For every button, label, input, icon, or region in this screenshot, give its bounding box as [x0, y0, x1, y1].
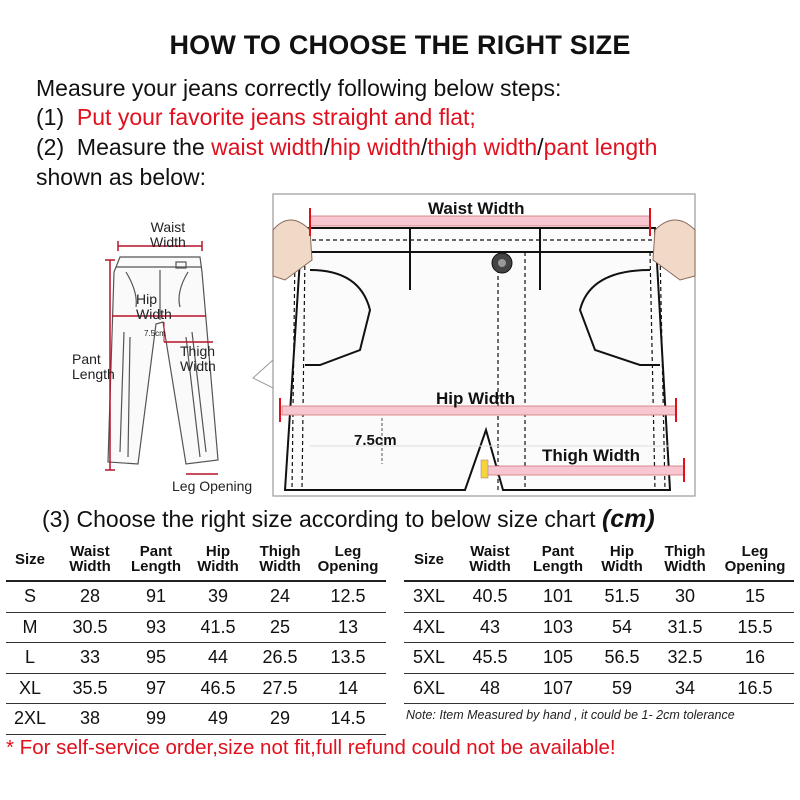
separator: / — [323, 134, 331, 160]
measure-cell: 34 — [674, 677, 696, 698]
table-row — [6, 581, 386, 612]
column-header-line: Waist — [470, 543, 510, 560]
tolerance-note: Note: Item Measured by hand , it could be 1- 2cm tolerance — [406, 708, 735, 722]
thigh-tape — [486, 466, 684, 475]
measure-cell: 59 — [611, 677, 633, 698]
large-hip-label: Hip Width — [436, 389, 516, 408]
separator: / — [537, 134, 544, 160]
measure-cell: 33 — [79, 647, 101, 668]
table-row — [404, 643, 794, 674]
column-header-line: Opening — [317, 558, 379, 575]
small-waist-label: Waist Width — [150, 219, 186, 250]
table-row — [6, 643, 386, 674]
size-cell: XL — [18, 677, 42, 698]
column-header — [6, 538, 54, 581]
step-2-waist: waist width — [211, 134, 324, 160]
measure-cell: 51.5 — [604, 586, 640, 607]
table-row — [404, 673, 794, 704]
measure-cell: 40.5 — [472, 586, 508, 607]
small-pant-length-label: Pant Length — [72, 351, 115, 382]
table-row — [6, 612, 386, 643]
small-leg-opening-label: Leg Opening — [172, 478, 253, 494]
table-row — [6, 673, 386, 704]
measure-cell: 30 — [674, 586, 696, 607]
measure-cell: 97 — [145, 677, 167, 698]
table-row — [6, 704, 386, 735]
measure-cell: 14.5 — [330, 708, 366, 729]
step-2-number: (2) — [36, 134, 65, 160]
measure-cell: 12.5 — [330, 586, 366, 607]
step-2-thigh: thigh width — [427, 134, 538, 160]
size-table-left — [6, 538, 386, 735]
step-2-continued: shown as below: — [36, 164, 207, 190]
separator: / — [420, 134, 428, 160]
column-header-line: Waist — [70, 543, 110, 560]
step-3-text: (3) Choose the right size according to below size chart — [42, 506, 596, 532]
measure-cell: 43 — [479, 616, 501, 637]
measure-cell: 16 — [744, 647, 766, 668]
step-1-number: (1) — [36, 104, 65, 130]
column-header-line: Leg — [741, 543, 769, 560]
measure-cell: 101 — [542, 586, 574, 607]
measure-cell: 91 — [145, 586, 167, 607]
table-row — [404, 581, 794, 612]
column-header-line: Thigh — [259, 543, 301, 560]
column-header-line: Width — [69, 558, 111, 575]
large-thigh-label: Thigh Width — [542, 446, 641, 465]
measure-cell: 38 — [79, 708, 101, 729]
size-cell: 3XL — [412, 586, 446, 607]
column-header-line: Opening — [724, 558, 786, 575]
size-table-right — [404, 538, 794, 704]
measure-cell: 56.5 — [604, 647, 640, 668]
size-cell: 5XL — [412, 647, 446, 668]
small-thigh-label: Thigh Width — [180, 343, 216, 374]
column-header — [716, 538, 794, 581]
size-cell: S — [23, 586, 36, 607]
step-1 — [36, 104, 476, 131]
table-row — [404, 612, 794, 643]
measure-cell: 13 — [337, 616, 359, 637]
size-cell: 2XL — [13, 708, 47, 729]
column-header-line: Width — [664, 558, 706, 575]
column-header — [590, 538, 654, 581]
measure-cell: 107 — [542, 677, 574, 698]
size-cell: M — [22, 616, 38, 637]
step-3 — [42, 505, 655, 534]
measure-cell: 24 — [269, 586, 291, 607]
column-header-line: Thigh — [664, 543, 706, 560]
column-header — [250, 538, 310, 581]
measure-cell: 31.5 — [667, 616, 703, 637]
size-cell: L — [24, 647, 35, 668]
measure-cell: 35.5 — [72, 677, 108, 698]
column-header — [404, 538, 454, 581]
intro-text: Measure your jeans correctly following below steps: — [36, 75, 562, 101]
column-header-line: Width — [259, 558, 301, 575]
measure-cell: 14 — [337, 677, 359, 698]
measure-cell: 49 — [207, 708, 229, 729]
column-header-line: Pant — [541, 543, 575, 560]
step-2-pant: pant length — [543, 134, 658, 160]
column-header-line: Width — [601, 558, 643, 575]
measure-cell: 54 — [611, 616, 633, 637]
measure-cell: 27.5 — [262, 677, 298, 698]
measure-cell: 93 — [145, 616, 167, 637]
column-header — [454, 538, 526, 581]
measure-cell: 29 — [269, 708, 291, 729]
refund-warning: * For self-service order,size not fit,full refund could not be available! — [6, 736, 616, 759]
measure-cell: 32.5 — [667, 647, 703, 668]
measure-cell: 30.5 — [72, 616, 108, 637]
measure-cell: 15 — [744, 586, 766, 607]
measure-cell: 16.5 — [737, 677, 773, 698]
column-header — [654, 538, 716, 581]
step-2-hip: hip width — [330, 134, 421, 160]
page-title: HOW TO CHOOSE THE RIGHT SIZE — [169, 30, 631, 60]
size-cell: 4XL — [412, 616, 446, 637]
measure-cell: 39 — [207, 586, 229, 607]
measure-cell: 26.5 — [262, 647, 298, 668]
measure-cell: 25 — [269, 616, 291, 637]
column-header-line: Leg — [334, 543, 362, 560]
measure-cell: 41.5 — [200, 616, 236, 637]
measure-cell: 45.5 — [472, 647, 508, 668]
measure-cell: 13.5 — [330, 647, 366, 668]
measure-cell: 95 — [145, 647, 167, 668]
measure-cell: 99 — [145, 708, 167, 729]
column-header-line: Hip — [609, 543, 635, 560]
column-header-line: Width — [469, 558, 511, 575]
column-header — [54, 538, 126, 581]
large-marker-label: 7.5cm — [354, 432, 397, 449]
measure-cell: 46.5 — [200, 677, 236, 698]
measure-cell: 105 — [542, 647, 574, 668]
measure-cell: 48 — [479, 677, 501, 698]
measure-cell: 44 — [207, 647, 229, 668]
column-header-line: Size — [14, 550, 45, 568]
small-hip-label: Hip Width — [136, 291, 172, 322]
measure-cell: 28 — [79, 586, 101, 607]
column-header — [526, 538, 590, 581]
size-cell: 6XL — [412, 677, 446, 698]
unit-label: (cm) — [601, 505, 655, 533]
column-header-line: Length — [131, 558, 181, 575]
column-header-line: Hip — [205, 543, 231, 560]
column-header — [186, 538, 250, 581]
step-2 — [36, 134, 657, 161]
column-header-line: Size — [413, 550, 444, 568]
measure-cell: 15.5 — [737, 616, 773, 637]
column-header-line: Width — [197, 558, 239, 575]
step-1-text: Put your favorite jeans straight and flat; — [76, 104, 476, 130]
large-waist-label: Waist Width — [428, 199, 525, 218]
column-header-line: Length — [533, 558, 583, 575]
column-header — [310, 538, 386, 581]
column-header-line: Pant — [139, 543, 173, 560]
measure-cell: 103 — [542, 616, 574, 637]
step-2-prefix: Measure the — [76, 134, 205, 160]
column-header — [126, 538, 186, 581]
small-marker: 7.5cm — [144, 329, 166, 338]
